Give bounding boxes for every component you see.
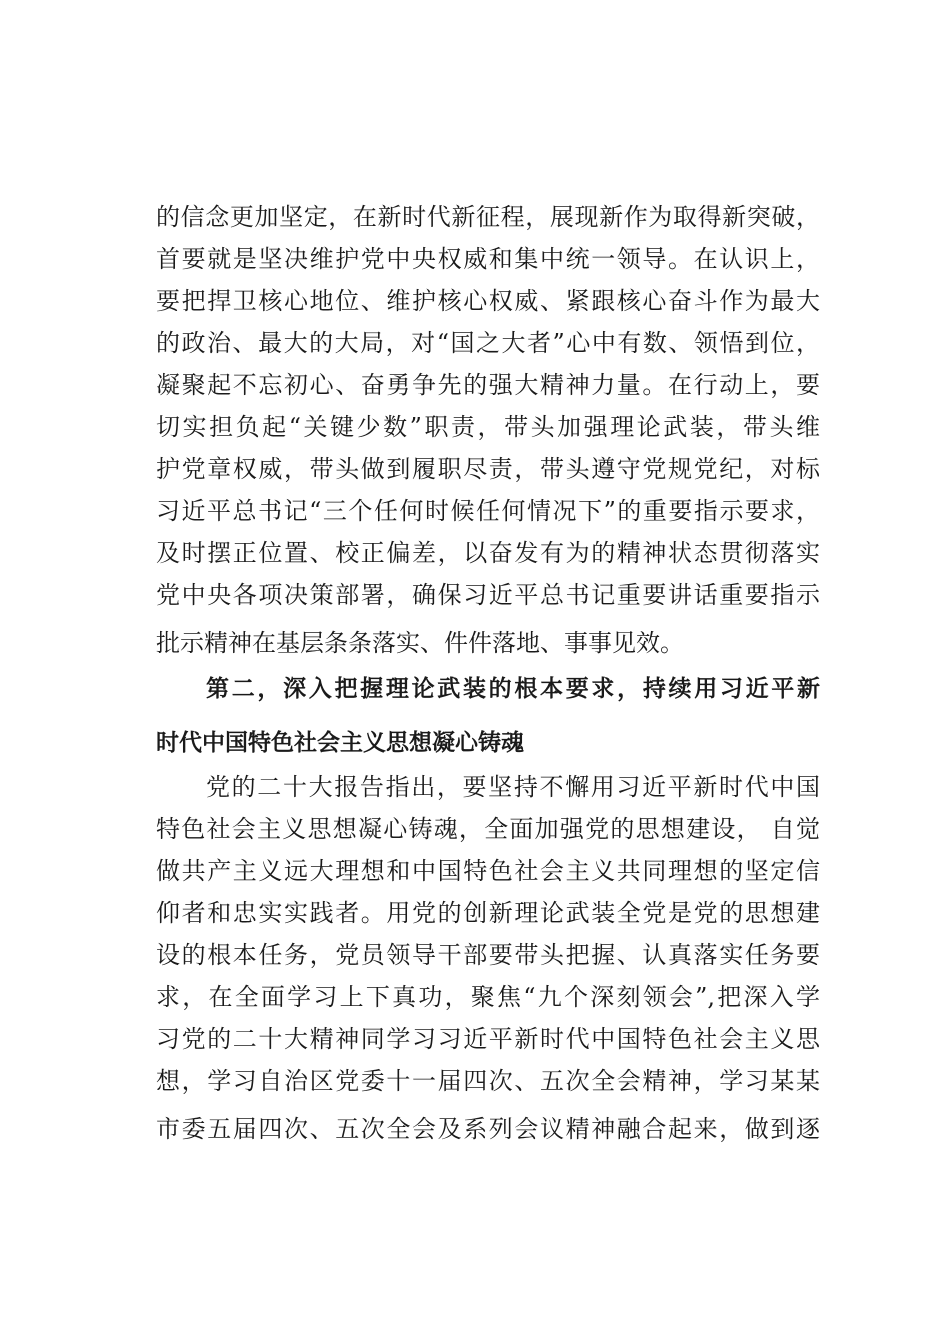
paragraph2-line-4: 仰者和忠实实践者。用党的创新理论武装全党是党的思想建 — [156, 899, 820, 927]
paragraph1-line-11: 批示精神在基层条条落实、件件落地、事事见效。 — [156, 629, 684, 657]
paragraph2-line-8: 想，学习自治区党委十一届四次、五次全会精神，学习某某 — [156, 1067, 820, 1095]
paragraph1-line-5: 凝聚起不忘初心、奋勇争先的强大精神力量。在行动上，要 — [156, 371, 820, 399]
paragraph1-line-1: 的信念更加坚定，在新时代新征程，展现新作为取得新突破， — [156, 203, 820, 231]
paragraph2-line-6: 求，在全面学习上下真功，聚焦“九个深刻领会”,把深入学 — [156, 983, 820, 1011]
paragraph1-line-10: 党中央各项决策部署，确保习近平总书记重要讲话重要指示 — [156, 581, 820, 609]
paragraph1-line-6: 切实担负起“关键少数”职责，带头加强理论武装，带头维 — [156, 413, 820, 441]
paragraph1-line-4: 的政治、最大的大局，对“国之大者”心中有数、领悟到位， — [156, 329, 820, 357]
section-heading-line-1: 第二，深入把握理论武装的根本要求，持续用习近平新 — [206, 676, 820, 702]
section-heading-line-2: 时代中国特色社会主义思想凝心铸魂 — [156, 730, 524, 756]
paragraph2-line-3: 做共产主义远大理想和中国特色社会主义共同理想的坚定信 — [156, 857, 820, 885]
paragraph2-line-7: 习党的二十大精神同学习习近平新时代中国特色社会主义思 — [156, 1025, 820, 1053]
paragraph1-line-7: 护党章权威，带头做到履职尽责，带头遵守党规党纪，对标 — [156, 455, 820, 483]
paragraph1-line-3: 要把捍卫核心地位、维护核心权威、紧跟核心奋斗作为最大 — [156, 287, 820, 315]
paragraph2-line-9: 市委五届四次、五次全会及系列会议精神融合起来，做到逐 — [156, 1115, 820, 1143]
paragraph2-line-5: 设的根本任务，党员领导干部要带头把握、认真落实任务要 — [156, 941, 820, 969]
paragraph2-line-2: 特色社会主义思想凝心铸魂，全面加强党的思想建设， 自觉 — [156, 815, 820, 843]
paragraph1-line-9: 及时摆正位置、校正偏差，以奋发有为的精神状态贯彻落实 — [156, 539, 820, 567]
paragraph2-line-1: 党的二十大报告指出，要坚持不懈用习近平新时代中国 — [206, 773, 820, 801]
paragraph1-line-8: 习近平总书记“三个任何时候任何情况下”的重要指示要求， — [156, 497, 820, 525]
paragraph1-line-2: 首要就是坚决维护党中央权威和集中统一领导。在认识上， — [156, 245, 820, 273]
